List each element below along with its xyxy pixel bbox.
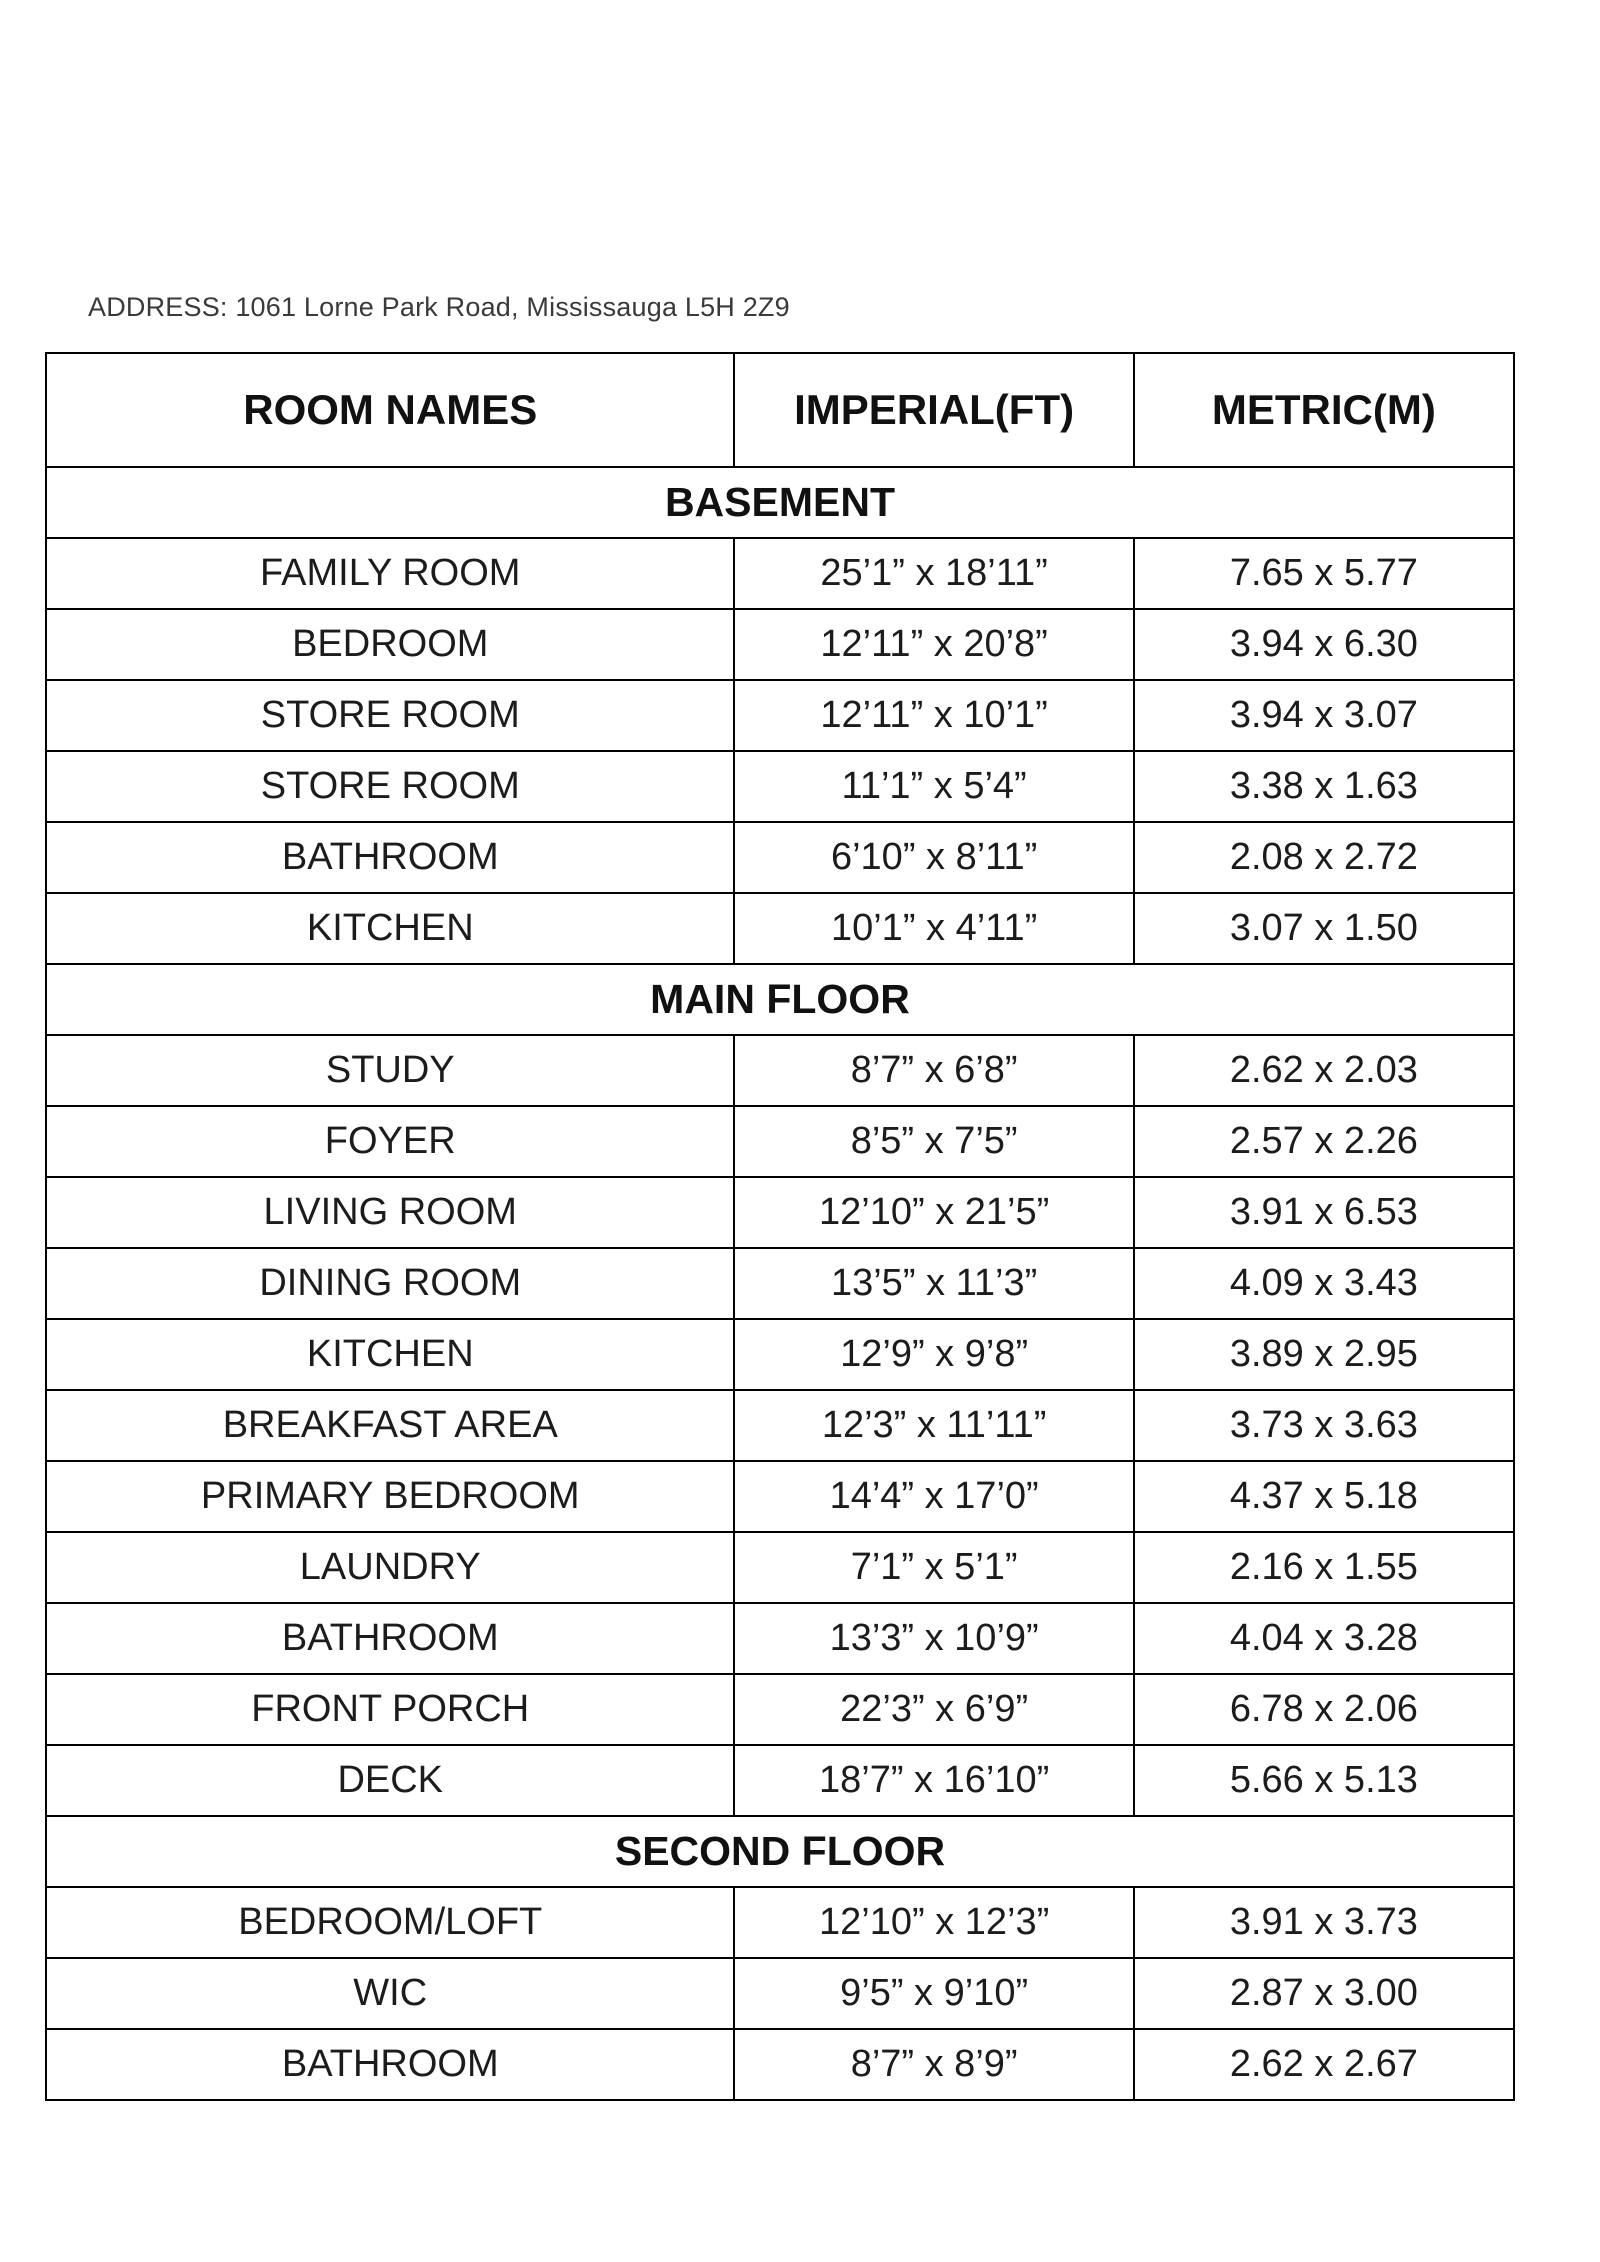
table-row (46, 1390, 1514, 1461)
table-row (46, 1319, 1514, 1390)
imperial-cell: 25’1” x 18’11” (734, 538, 1133, 609)
metric-cell: 2.62 x 2.03 (1134, 1035, 1514, 1106)
metric-cell: 5.66 x 5.13 (1134, 1745, 1514, 1816)
table-row (46, 609, 1514, 680)
address-line: ADDRESS: 1061 Lorne Park Road, Mississauga L5H 2Z9 (88, 292, 790, 322)
section-title: BASEMENT (46, 467, 1514, 538)
imperial-cell: 8’7” x 8’9” (734, 2029, 1133, 2100)
room-name-cell: BATHROOM (46, 2029, 734, 2100)
table-row (46, 538, 1514, 609)
metric-cell: 4.37 x 5.18 (1134, 1461, 1514, 1532)
metric-cell: 3.07 x 1.50 (1134, 893, 1514, 964)
metric-cell: 3.91 x 6.53 (1134, 1177, 1514, 1248)
metric-cell: 2.57 x 2.26 (1134, 1106, 1514, 1177)
metric-cell: 3.38 x 1.63 (1134, 751, 1514, 822)
room-table-body (46, 467, 1514, 2100)
section-row (46, 1816, 1514, 1887)
imperial-cell: 12’3” x 11’11” (734, 1390, 1133, 1461)
room-name-cell: WIC (46, 1958, 734, 2029)
section-title: MAIN FLOOR (46, 964, 1514, 1035)
room-name-cell: STORE ROOM (46, 680, 734, 751)
imperial-cell: 11’1” x 5’4” (734, 751, 1133, 822)
imperial-cell: 13’3” x 10’9” (734, 1603, 1133, 1674)
room-name-cell: LAUNDRY (46, 1532, 734, 1603)
table-row (46, 751, 1514, 822)
imperial-cell: 12’11” x 20’8” (734, 609, 1133, 680)
metric-cell: 4.09 x 3.43 (1134, 1248, 1514, 1319)
imperial-cell: 12’11” x 10’1” (734, 680, 1133, 751)
table-header-row (46, 353, 1514, 467)
metric-cell: 2.16 x 1.55 (1134, 1532, 1514, 1603)
imperial-cell: 12’9” x 9’8” (734, 1319, 1133, 1390)
section-title: SECOND FLOOR (46, 1816, 1514, 1887)
metric-cell: 4.04 x 3.28 (1134, 1603, 1514, 1674)
imperial-cell: 12’10” x 12’3” (734, 1887, 1133, 1958)
room-name-cell: KITCHEN (46, 893, 734, 964)
room-name-cell: LIVING ROOM (46, 1177, 734, 1248)
room-name-cell: BEDROOM/LOFT (46, 1887, 734, 1958)
column-header-metric: METRIC(M) (1134, 353, 1514, 467)
table-row (46, 1674, 1514, 1745)
imperial-cell: 8’7” x 6’8” (734, 1035, 1133, 1106)
room-name-cell: FAMILY ROOM (46, 538, 734, 609)
metric-cell: 2.62 x 2.67 (1134, 2029, 1514, 2100)
room-name-cell: BATHROOM (46, 822, 734, 893)
room-name-cell: BEDROOM (46, 609, 734, 680)
imperial-cell: 22’3” x 6’9” (734, 1674, 1133, 1745)
table-row (46, 1887, 1514, 1958)
section-row (46, 964, 1514, 1035)
table-row (46, 680, 1514, 751)
room-name-cell: BATHROOM (46, 1603, 734, 1674)
column-header-room-names: ROOM NAMES (46, 353, 734, 467)
column-header-imperial: IMPERIAL(FT) (734, 353, 1133, 467)
metric-cell: 3.94 x 3.07 (1134, 680, 1514, 751)
imperial-cell: 14’4” x 17’0” (734, 1461, 1133, 1532)
metric-cell: 2.87 x 3.00 (1134, 1958, 1514, 2029)
table-row (46, 2029, 1514, 2100)
table-row (46, 1177, 1514, 1248)
table-row (46, 1248, 1514, 1319)
metric-cell: 3.91 x 3.73 (1134, 1887, 1514, 1958)
table-row (46, 1958, 1514, 2029)
table-row (46, 1461, 1514, 1532)
imperial-cell: 7’1” x 5’1” (734, 1532, 1133, 1603)
metric-cell: 2.08 x 2.72 (1134, 822, 1514, 893)
imperial-cell: 10’1” x 4’11” (734, 893, 1133, 964)
metric-cell: 3.73 x 3.63 (1134, 1390, 1514, 1461)
metric-cell: 3.94 x 6.30 (1134, 609, 1514, 680)
imperial-cell: 9’5” x 9’10” (734, 1958, 1133, 2029)
room-name-cell: PRIMARY BEDROOM (46, 1461, 734, 1532)
imperial-cell: 13’5” x 11’3” (734, 1248, 1133, 1319)
imperial-cell: 6’10” x 8’11” (734, 822, 1133, 893)
table-row (46, 822, 1514, 893)
room-name-cell: KITCHEN (46, 1319, 734, 1390)
table-row (46, 893, 1514, 964)
table-row (46, 1745, 1514, 1816)
imperial-cell: 8’5” x 7’5” (734, 1106, 1133, 1177)
room-name-cell: DINING ROOM (46, 1248, 734, 1319)
room-name-cell: FOYER (46, 1106, 734, 1177)
imperial-cell: 18’7” x 16’10” (734, 1745, 1133, 1816)
table-row (46, 1035, 1514, 1106)
room-name-cell: BREAKFAST AREA (46, 1390, 734, 1461)
section-row (46, 467, 1514, 538)
metric-cell: 3.89 x 2.95 (1134, 1319, 1514, 1390)
room-dimensions-table (45, 352, 1515, 2101)
metric-cell: 6.78 x 2.06 (1134, 1674, 1514, 1745)
room-name-cell: STORE ROOM (46, 751, 734, 822)
room-name-cell: FRONT PORCH (46, 1674, 734, 1745)
table-row (46, 1532, 1514, 1603)
metric-cell: 7.65 x 5.77 (1134, 538, 1514, 609)
room-name-cell: STUDY (46, 1035, 734, 1106)
imperial-cell: 12’10” x 21’5” (734, 1177, 1133, 1248)
table-row (46, 1106, 1514, 1177)
table-row (46, 1603, 1514, 1674)
room-name-cell: DECK (46, 1745, 734, 1816)
